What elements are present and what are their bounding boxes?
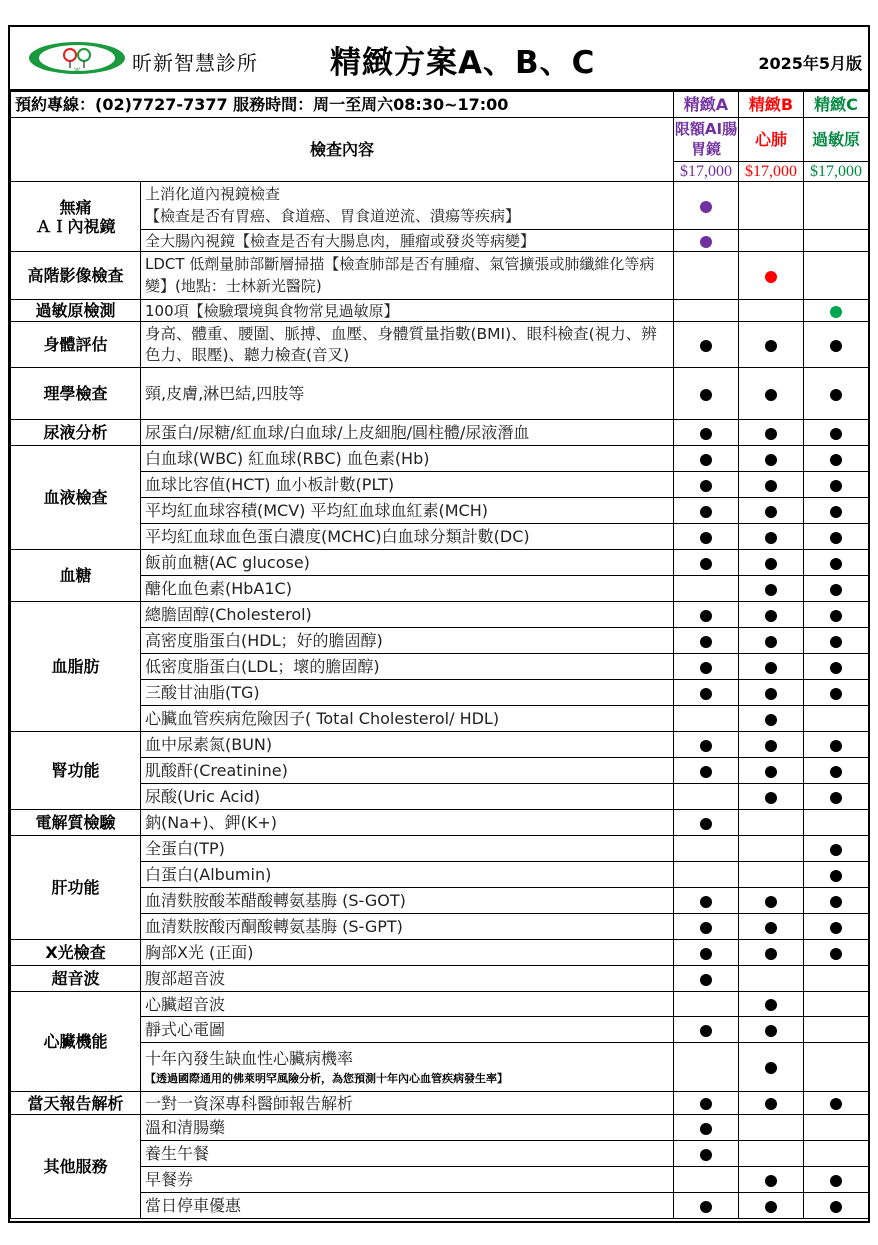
plan-b-check xyxy=(739,888,804,914)
plan-b-subtitle: 心肺 xyxy=(739,118,804,162)
included-dot-icon xyxy=(830,610,842,622)
table-row xyxy=(11,1115,869,1141)
plan-c-check xyxy=(804,732,869,758)
plan-a-check xyxy=(674,252,739,300)
included-dot-icon xyxy=(765,340,777,352)
plan-b-check xyxy=(739,472,804,498)
item-ultrasound: 腹部超音波 xyxy=(141,966,674,992)
included-dot-icon xyxy=(700,766,712,778)
included-dot-icon xyxy=(830,948,842,960)
included-dot-icon xyxy=(830,558,842,570)
plan-c-subtitle: 過敏原 xyxy=(804,118,869,162)
plan-c-check xyxy=(804,602,869,628)
plan-a-check xyxy=(674,940,739,966)
category-ultrasound: 超音波 xyxy=(11,966,141,992)
plan-b-check xyxy=(739,862,804,888)
item-body-assessment: 身高、體重、腰圍、脈搏、血壓、身體質量指數(BMI)、眼科檢查(視力、辨色力、眼壓)、聽力檢查(音叉) xyxy=(141,322,674,368)
plan-a-check xyxy=(674,836,739,862)
plan-b-check xyxy=(739,420,804,446)
plan-c-check xyxy=(804,862,869,888)
plan-c-check xyxy=(804,1017,869,1043)
plan-b-check xyxy=(739,1017,804,1043)
included-dot-icon xyxy=(765,1201,777,1213)
page-title: 精緻方案A、B、C xyxy=(330,45,596,81)
clinic-logo-icon xyxy=(28,41,126,75)
included-dot-icon xyxy=(830,636,842,648)
included-dot-icon xyxy=(700,506,712,518)
item-blood-4: 平均紅血球血色蛋白濃度(MCHC)白血球分類計數(DC) xyxy=(141,524,674,550)
item-other-1: 溫和清腸藥 xyxy=(141,1115,674,1141)
included-dot-icon xyxy=(830,1175,842,1187)
item-liver-1: 全蛋白(TP) xyxy=(141,836,674,862)
plan-a-check xyxy=(674,680,739,706)
item-kidney-1: 血中尿素氮(BUN) xyxy=(141,732,674,758)
included-dot-icon xyxy=(830,792,842,804)
category-liver: 肝功能 xyxy=(11,836,141,940)
plan-b-check xyxy=(739,368,804,420)
item-blood-1: 白血球(WBC) 紅血球(RBC) 血色素(Hb) xyxy=(141,446,674,472)
item-physical-exam: 頸,皮膚,淋巴結,四肢等 xyxy=(141,368,674,420)
item-lipid-4: 三酸甘油脂(TG) xyxy=(141,680,674,706)
included-dot-icon xyxy=(700,1098,712,1110)
plan-a-check xyxy=(674,498,739,524)
plan-c-check xyxy=(804,1043,869,1092)
plan-a-check xyxy=(674,654,739,680)
plan-b-check xyxy=(739,182,804,230)
included-dot-icon xyxy=(700,340,712,352)
plan-b-check xyxy=(739,836,804,862)
contact-info: 預約專線：(02)7727-7377 服務時間：周一至周六08:30~17:00 xyxy=(11,92,674,118)
plan-a-check xyxy=(674,706,739,732)
plan-a-check xyxy=(674,1043,739,1092)
category-allergy: 過敏原檢測 xyxy=(11,300,141,322)
plan-b-check xyxy=(739,992,804,1017)
included-dot-icon xyxy=(765,922,777,934)
included-dot-icon xyxy=(765,714,777,726)
included-dot-icon xyxy=(765,766,777,778)
plan-c-check xyxy=(804,322,869,368)
item-kidney-2: 肌酸酐(Creatinine) xyxy=(141,758,674,784)
included-dot-icon xyxy=(765,688,777,700)
table-row xyxy=(11,940,869,966)
table-row xyxy=(11,732,869,758)
plan-b-check xyxy=(739,1115,804,1141)
plan-a-check xyxy=(674,966,739,992)
plan-a-subtitle: 限額AI腸胃鏡 xyxy=(674,118,739,162)
plan-c-check xyxy=(804,1167,869,1193)
category-urine: 尿液分析 xyxy=(11,420,141,446)
included-dot-icon xyxy=(700,532,712,544)
item-sugar-1: 飯前血糖(AC glucose) xyxy=(141,550,674,576)
plan-c-check xyxy=(804,992,869,1017)
plan-a-check xyxy=(674,758,739,784)
included-dot-icon xyxy=(830,389,842,401)
plan-b-check xyxy=(739,1141,804,1167)
plan-c-check xyxy=(804,576,869,602)
included-dot-icon xyxy=(765,896,777,908)
table-row xyxy=(11,182,869,230)
included-dot-icon xyxy=(830,428,842,440)
included-dot-icon xyxy=(765,480,777,492)
included-dot-icon xyxy=(765,792,777,804)
plan-b-check xyxy=(739,576,804,602)
table-row xyxy=(11,300,869,322)
included-dot-icon xyxy=(765,1098,777,1110)
category-electrolyte: 電解質檢驗 xyxy=(11,810,141,836)
item-heart-1: 心臟超音波 xyxy=(141,992,674,1017)
plan-c-check xyxy=(804,550,869,576)
included-dot-icon xyxy=(700,896,712,908)
item-electrolyte: 鈉(Na+)、鉀(K+) xyxy=(141,810,674,836)
item-lipid-3: 低密度脂蛋白(LDL；壞的膽固醇) xyxy=(141,654,674,680)
included-dot-icon xyxy=(830,766,842,778)
plan-c-check xyxy=(804,446,869,472)
plan-b-check xyxy=(739,252,804,300)
included-dot-icon xyxy=(765,389,777,401)
category-imaging: 高階影像檢查 xyxy=(11,252,141,300)
plan-c-check xyxy=(804,1193,869,1219)
plan-a-check xyxy=(674,602,739,628)
included-dot-icon xyxy=(700,1149,712,1161)
plan-b-name: 精緻B xyxy=(739,92,804,118)
table-row xyxy=(11,420,869,446)
plan-b-check xyxy=(739,706,804,732)
item-xray: 胸部X光 (正面) xyxy=(141,940,674,966)
included-dot-icon xyxy=(700,236,712,248)
included-dot-icon xyxy=(765,610,777,622)
table-row xyxy=(11,992,869,1017)
included-dot-icon xyxy=(765,558,777,570)
plan-c-check xyxy=(804,628,869,654)
plan-b-check xyxy=(739,966,804,992)
plan-a-check xyxy=(674,1167,739,1193)
plan-b-check xyxy=(739,628,804,654)
item-heart-3 xyxy=(141,1043,674,1092)
plan-a-check xyxy=(674,862,739,888)
included-dot-icon xyxy=(765,1025,777,1037)
category-report: 當天報告解析 xyxy=(11,1092,141,1115)
plan-c-name: 精緻C xyxy=(804,92,869,118)
table-row xyxy=(11,602,869,628)
plan-b-check xyxy=(739,322,804,368)
category-other: 其他服務 xyxy=(11,1115,141,1219)
category-xray: X光檢查 xyxy=(11,940,141,966)
included-dot-icon xyxy=(700,558,712,570)
plan-b-check xyxy=(739,1193,804,1219)
included-dot-icon xyxy=(830,662,842,674)
included-dot-icon xyxy=(700,610,712,622)
plan-a-check xyxy=(674,914,739,940)
table-row xyxy=(11,550,869,576)
item-other-2: 養生午餐 xyxy=(141,1141,674,1167)
plan-a-check xyxy=(674,446,739,472)
plan-b-check xyxy=(739,732,804,758)
item-heart-3-desc: 【透過國際通用的佛萊明罕風險分析，為您預測十年內心血管疾病發生率】 xyxy=(145,1071,508,1085)
included-dot-icon xyxy=(830,306,842,318)
included-dot-icon xyxy=(765,506,777,518)
plan-c-check xyxy=(804,966,869,992)
included-dot-icon xyxy=(700,636,712,648)
plan-a-check xyxy=(674,888,739,914)
plan-b-check xyxy=(739,550,804,576)
plan-b-check xyxy=(739,1043,804,1092)
included-dot-icon xyxy=(765,428,777,440)
svg-text:W: W xyxy=(74,68,80,74)
included-dot-icon xyxy=(830,688,842,700)
item-upper-endoscopy-desc: 【檢查是否有胃癌、食道癌、胃食道逆流、潰瘍等疾病】 xyxy=(145,206,521,225)
plan-c-check xyxy=(804,230,869,252)
plan-a-check xyxy=(674,368,739,420)
included-dot-icon xyxy=(765,454,777,466)
plan-c-check xyxy=(804,888,869,914)
included-dot-icon xyxy=(830,844,842,856)
plan-a-check xyxy=(674,784,739,810)
item-other-4: 當日停車優惠 xyxy=(141,1193,674,1219)
included-dot-icon xyxy=(700,1025,712,1037)
included-dot-icon xyxy=(700,1201,712,1213)
item-upper-endoscopy-title: 上消化道內視鏡檢查 xyxy=(145,184,281,203)
item-heart-3-title: 十年內發生缺血性心臟病機率 xyxy=(145,1048,354,1068)
table-row xyxy=(11,836,869,862)
plan-a-check xyxy=(674,230,739,252)
included-dot-icon xyxy=(830,896,842,908)
plan-c-check xyxy=(804,368,869,420)
plan-b-check xyxy=(739,914,804,940)
included-dot-icon xyxy=(830,922,842,934)
included-dot-icon xyxy=(765,999,777,1011)
included-dot-icon xyxy=(765,271,777,283)
included-dot-icon xyxy=(830,1098,842,1110)
category-blood-sugar: 血糖 xyxy=(11,550,141,602)
plan-c-price: $17,000 xyxy=(804,162,869,182)
plan-a-check xyxy=(674,992,739,1017)
included-dot-icon xyxy=(765,662,777,674)
plan-comparison-table xyxy=(10,91,869,1219)
plan-b-check xyxy=(739,1167,804,1193)
plan-c-check xyxy=(804,784,869,810)
plan-b-check xyxy=(739,300,804,322)
item-liver-3: 血清麩胺酸苯醋酸轉氨基脢 (S-GOT) xyxy=(141,888,674,914)
plan-c-check xyxy=(804,810,869,836)
table-row xyxy=(11,810,869,836)
plan-b-check xyxy=(739,602,804,628)
plan-b-check xyxy=(739,446,804,472)
category-physical: 理學檢查 xyxy=(11,368,141,420)
item-colonoscopy: 全大腸內視鏡【檢查是否有大腸息肉，腫瘤或發炎等病變】 xyxy=(141,230,674,252)
category-heart: 心臟機能 xyxy=(11,992,141,1092)
plan-a-check xyxy=(674,524,739,550)
category-endoscopy: 無痛 ＡＩ內視鏡 xyxy=(11,182,141,252)
plan-a-price: $17,000 xyxy=(674,162,739,182)
plan-a-check xyxy=(674,472,739,498)
item-liver-4: 血清麩胺酸丙酮酸轉氨基脢 (S-GPT) xyxy=(141,914,674,940)
plan-b-check xyxy=(739,810,804,836)
included-dot-icon xyxy=(700,818,712,830)
included-dot-icon xyxy=(700,948,712,960)
item-liver-2: 白蛋白(Albumin) xyxy=(141,862,674,888)
plan-b-price: $17,000 xyxy=(739,162,804,182)
item-kidney-3: 尿酸(Uric Acid) xyxy=(141,784,674,810)
plan-a-check xyxy=(674,810,739,836)
included-dot-icon xyxy=(830,870,842,882)
table-row xyxy=(11,966,869,992)
included-dot-icon xyxy=(830,340,842,352)
plan-c-check xyxy=(804,940,869,966)
plan-a-check xyxy=(674,1141,739,1167)
plan-c-check xyxy=(804,1092,869,1115)
plan-a-name: 精緻A xyxy=(674,92,739,118)
edition-label: 2025年5月版 xyxy=(758,54,862,73)
plan-a-check xyxy=(674,300,739,322)
plan-a-check xyxy=(674,322,739,368)
table-row xyxy=(11,368,869,420)
plan-c-check xyxy=(804,836,869,862)
included-dot-icon xyxy=(700,974,712,986)
plan-a-check xyxy=(674,420,739,446)
plan-sub-row xyxy=(11,118,869,162)
header xyxy=(10,27,868,91)
included-dot-icon xyxy=(700,662,712,674)
plan-c-check xyxy=(804,914,869,940)
included-dot-icon xyxy=(765,948,777,960)
plan-c-check xyxy=(804,524,869,550)
category-blood: 血液檢查 xyxy=(11,446,141,550)
content-heading: 檢查內容 xyxy=(11,118,674,182)
included-dot-icon xyxy=(700,922,712,934)
clinic-name: 昕新智慧診所 xyxy=(132,51,258,75)
table-row xyxy=(11,322,869,368)
included-dot-icon xyxy=(830,480,842,492)
included-dot-icon xyxy=(765,584,777,596)
plan-c-check xyxy=(804,420,869,446)
plan-c-check xyxy=(804,1141,869,1167)
item-other-3: 早餐券 xyxy=(141,1167,674,1193)
table-row xyxy=(11,446,869,472)
item-lipid-2: 高密度脂蛋白(HDL；好的膽固醇) xyxy=(141,628,674,654)
item-ldct: LDCT 低劑量肺部斷層掃描【檢查肺部是否有腫瘤、氣管擴張或肺纖維化等病變】(地點：士林新光醫院) xyxy=(141,252,674,300)
item-report: 一對一資深專科醫師報告解析 xyxy=(141,1092,674,1115)
item-lipid-1: 總膽固醇(Cholesterol) xyxy=(141,602,674,628)
category-kidney: 腎功能 xyxy=(11,732,141,810)
plan-a-check xyxy=(674,628,739,654)
included-dot-icon xyxy=(700,740,712,752)
item-sugar-2: 醣化血色素(HbA1C) xyxy=(141,576,674,602)
plan-a-check xyxy=(674,732,739,758)
plan-a-check xyxy=(674,182,739,230)
included-dot-icon xyxy=(765,532,777,544)
included-dot-icon xyxy=(700,454,712,466)
plan-b-check xyxy=(739,654,804,680)
table-row xyxy=(11,1092,869,1115)
included-dot-icon xyxy=(765,1062,777,1074)
contact-row xyxy=(11,92,869,118)
included-dot-icon xyxy=(830,532,842,544)
category-body: 身體評估 xyxy=(11,322,141,368)
included-dot-icon xyxy=(700,428,712,440)
table-row xyxy=(11,252,869,300)
plan-a-check xyxy=(674,1115,739,1141)
plan-c-check xyxy=(804,182,869,230)
plan-a-check xyxy=(674,550,739,576)
included-dot-icon xyxy=(700,1123,712,1135)
included-dot-icon xyxy=(830,454,842,466)
included-dot-icon xyxy=(830,584,842,596)
plan-c-check xyxy=(804,758,869,784)
plan-b-check xyxy=(739,524,804,550)
plan-b-check xyxy=(739,230,804,252)
item-heart-2: 靜式心電圖 xyxy=(141,1017,674,1043)
item-allergy: 100項【檢驗環境與食物常見過敏原】 xyxy=(141,300,674,322)
plan-c-check xyxy=(804,1115,869,1141)
included-dot-icon xyxy=(830,506,842,518)
item-blood-2: 血球比容值(HCT) 血小板計數(PLT) xyxy=(141,472,674,498)
plan-b-check xyxy=(739,1092,804,1115)
plan-b-check xyxy=(739,498,804,524)
plan-c-check xyxy=(804,706,869,732)
category-lipid: 血脂肪 xyxy=(11,602,141,732)
plan-a-check xyxy=(674,1092,739,1115)
plan-c-check xyxy=(804,680,869,706)
plan-a-check xyxy=(674,1017,739,1043)
included-dot-icon xyxy=(830,740,842,752)
plan-c-check xyxy=(804,654,869,680)
included-dot-icon xyxy=(765,636,777,648)
included-dot-icon xyxy=(830,1201,842,1213)
plan-c-check xyxy=(804,252,869,300)
item-upper-endoscopy xyxy=(141,182,674,230)
plan-c-check xyxy=(804,472,869,498)
plan-c-check xyxy=(804,300,869,322)
included-dot-icon xyxy=(700,688,712,700)
item-lipid-5: 心臟血管疾病危險因子( Total Cholesterol/ HDL) xyxy=(141,706,674,732)
included-dot-icon xyxy=(700,389,712,401)
included-dot-icon xyxy=(765,1175,777,1187)
included-dot-icon xyxy=(765,740,777,752)
included-dot-icon xyxy=(700,201,712,213)
plan-b-check xyxy=(739,784,804,810)
plan-a-check xyxy=(674,576,739,602)
item-blood-3: 平均紅血球容積(MCV) 平均紅血球血紅素(MCH) xyxy=(141,498,674,524)
plan-b-check xyxy=(739,680,804,706)
item-urine: 尿蛋白/尿糖/紅血球/白血球/上皮細胞/圓柱體/尿液潛血 xyxy=(141,420,674,446)
plan-a-check xyxy=(674,1193,739,1219)
plan-c-check xyxy=(804,498,869,524)
plan-b-check xyxy=(739,940,804,966)
plan-b-check xyxy=(739,758,804,784)
included-dot-icon xyxy=(700,480,712,492)
